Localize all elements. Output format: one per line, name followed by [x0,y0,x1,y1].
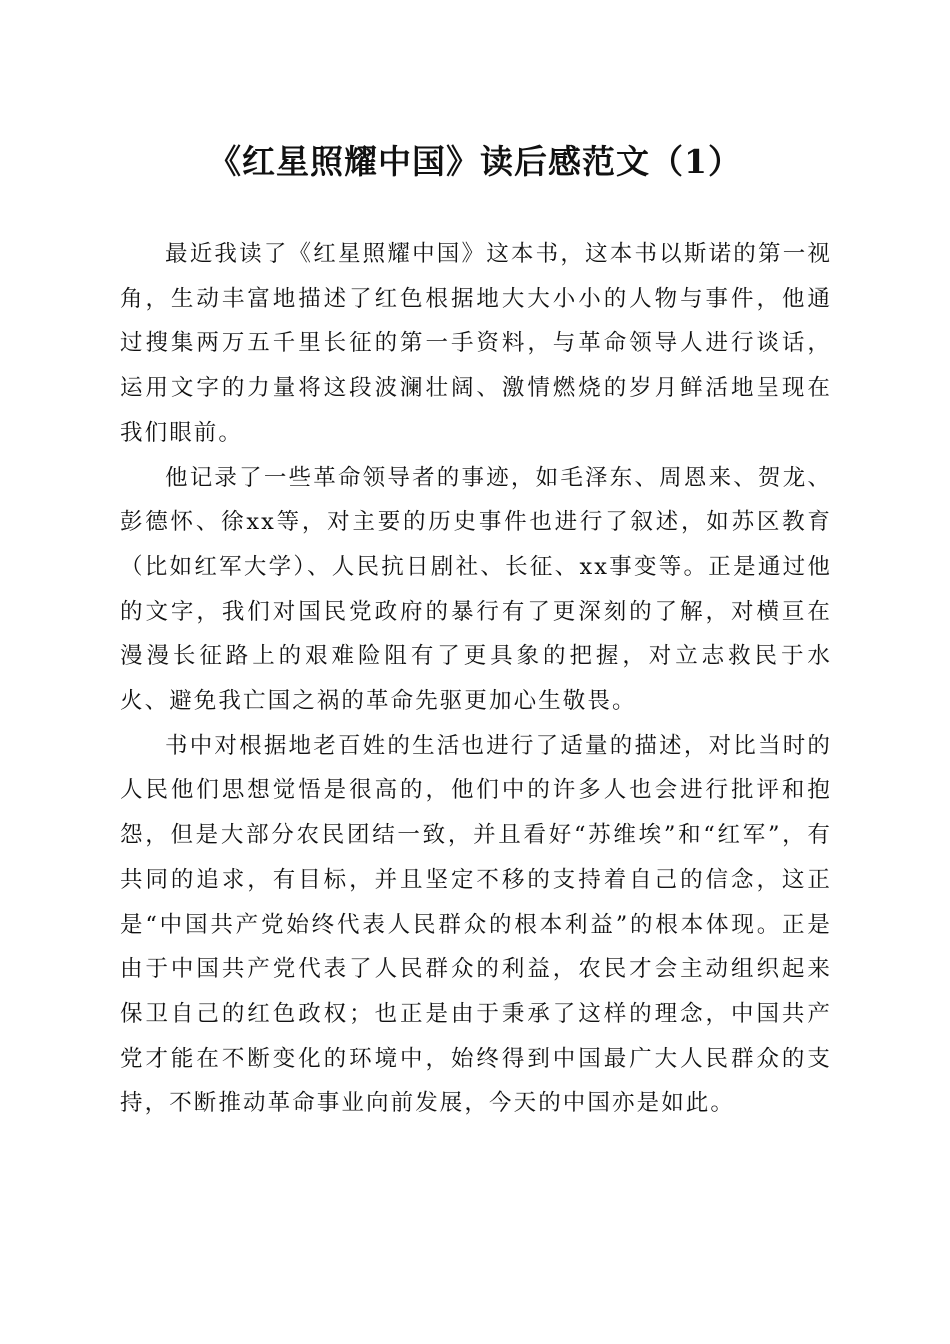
paragraph: 最近我读了《红星照耀中国》这本书，这本书以斯诺的第一视角，生动丰富地描述了红色根据地大大小小的人物与事件，他通过搜集两万五千里长征的第一手资料，与革命领导人进行谈话，运用文字的力量将这段波澜壮阔、激情燃烧的岁月鲜活地呈现在我们眼前。 [120,241,832,446]
document-title: 《红星照耀中国》读后感范文（1） [208,142,742,181]
paragraph: 他记录了一些革命领导者的事迹，如毛泽东、周恩来、贺龙、彭德怀、徐xx等，对主要的历史事件也进行了叙述，如苏区教育（比如红军大学）、人民抗日剧社、长征、xx事变等。正是通过他的文字，我们对国民党政府的暴行有了更深刻的了解，对横亘在漫漫长征路上的艰难险阻有了更具象的把握，对立志救民于水火、避免我亡国之祸的革命先驱更加心生敬畏。 [120,464,832,715]
document-body [120,232,832,1126]
paragraph: 书中对根据地老百姓的生活也进行了适量的描述，对比当时的人民他们思想觉悟是很高的，他们中的许多人也会进行批评和抱怨，但是大部分农民团结一致，并且看好“苏维埃”和“红军”，有共同的追求，有目标，并且坚定不移的支持着自己的信念，这正是“中国共产党始终代表人民群众的根本利益”的根本体现。正是由于中国共产党代表了人民群众的利益，农民才会主动组织起来保卫自己的红色政权；也正是由于秉承了这样的理念，中国共产党才能在不断变化的环境中，始终得到中国最广大人民群众的支持，不断推动革命事业向前发展，今天的中国亦是如此。 [120,732,832,1117]
